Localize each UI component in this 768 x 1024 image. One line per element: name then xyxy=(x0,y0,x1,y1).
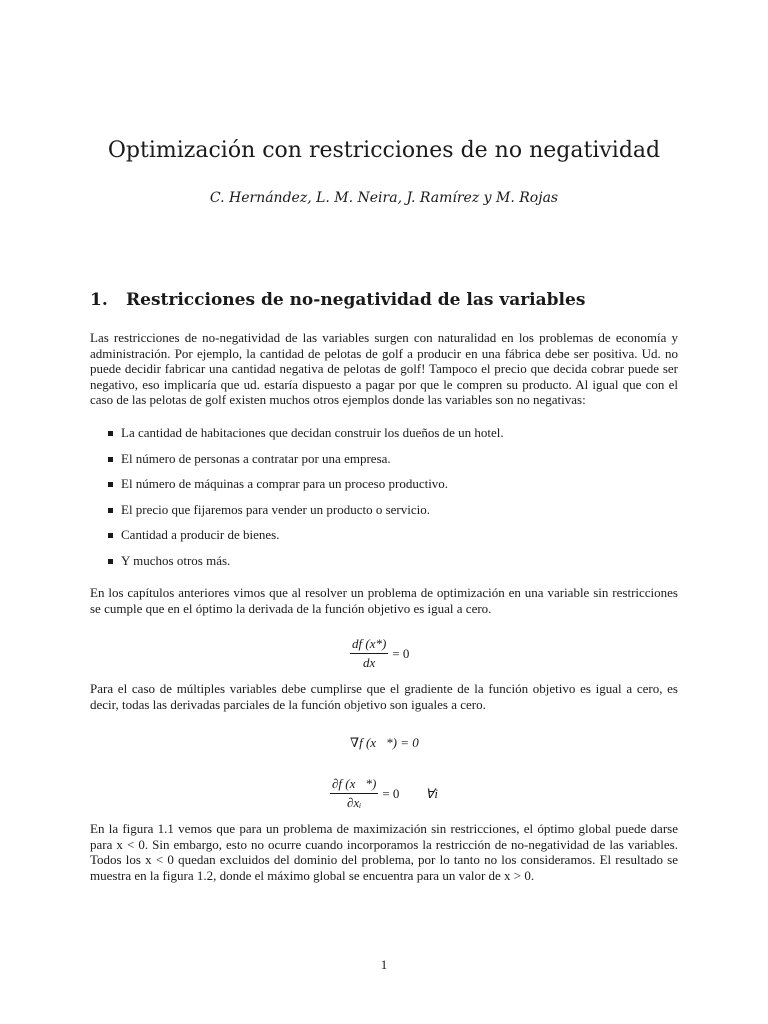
equation-denominator: dx xyxy=(363,655,376,670)
list-item: La cantidad de habitaciones que decidan construir los dueños de un hotel. xyxy=(108,424,504,450)
paragraph-intro: Las restricciones de no-negatividad de las variables surgen con naturalidad en los problemas de economía y administración. Por ejemplo, la cantidad de pelotas de golf a producir en una fábrica debe ser positiva. Ud. no puede decidir fabricar una cantidad negativa de pelotas de golf! Tampoco el precio que decida cobrar puede ser negativo, eso implicaría que ud. estaría dispuesto a pagar por que le compren su producto. Al igual que con el caso de las pelotas de golf existen muchos otros ejemplos donde las variables son no negativas: xyxy=(90,330,678,407)
paragraph-multi-variable: Para el caso de múltiples variables debe cumplirse que el gradiente de la función objetivo es igual a cero, es decir, todas las derivadas parciales de la función objetivo son iguales a cero. xyxy=(90,681,678,712)
equation-rhs: = 0 xyxy=(392,645,410,661)
list-item: Cantidad a producir de bienes. xyxy=(108,526,504,552)
bullet-icon xyxy=(108,533,113,538)
bullet-icon xyxy=(108,508,113,513)
bullet-icon xyxy=(108,482,113,487)
equation-gradient: ∇f (x⃗*) = 0 xyxy=(350,735,419,750)
paper-title: Optimización con restricciones de no negatividad xyxy=(107,138,661,163)
paragraph-single-variable: En los capítulos anteriores vimos que al resolver un problema de optimización en una variable sin restricciones se cumple que en el óptimo la derivada de la función objetivo es igual a cero. xyxy=(90,585,678,616)
equation-derivative xyxy=(350,636,409,671)
list-item: Y muchos otros más. xyxy=(108,552,504,578)
equation-numerator: df (x*) xyxy=(350,636,388,654)
section-title: Restricciones de no-negatividad de las variables xyxy=(126,290,586,310)
bullet-icon xyxy=(108,457,113,462)
section-heading xyxy=(90,290,585,310)
page-number: 1 xyxy=(380,957,388,972)
bullet-list xyxy=(108,424,504,577)
paragraph-figures: En la figura 1.1 vemos que para un problema de maximización sin restricciones, el óptimo global puede darse para x < 0. Sin embargo, esto no ocurre cuando incorporamos la restricción de no-negatividad de las variables. Todos los x < 0 quedan excluidos del dominio del problema, por lo tanto no los consideramos. El resultado se muestra en la figura 1.2, donde el máximo global se encuentra para un valor de x > 0. xyxy=(90,821,678,883)
list-item: El precio que fijaremos para vender un producto o servicio. xyxy=(108,501,504,527)
list-item: El número de máquinas a comprar para un proceso productivo. xyxy=(108,475,504,501)
bullet-icon xyxy=(108,559,113,564)
section-number: 1. xyxy=(90,290,108,310)
equation-partials xyxy=(330,776,438,811)
paper-authors: C. Hernández, L. M. Neira, J. Ramírez y M. Rojas xyxy=(209,190,559,206)
equation-numerator: ∂f (x⃗*) xyxy=(330,776,378,794)
equation-denominator: ∂xᵢ xyxy=(347,795,362,810)
bullet-icon xyxy=(108,431,113,436)
equation-rhs: = 0 xyxy=(382,785,400,801)
equation-forall: ∀i xyxy=(425,785,438,801)
list-item: El número de personas a contratar por una empresa. xyxy=(108,450,504,476)
